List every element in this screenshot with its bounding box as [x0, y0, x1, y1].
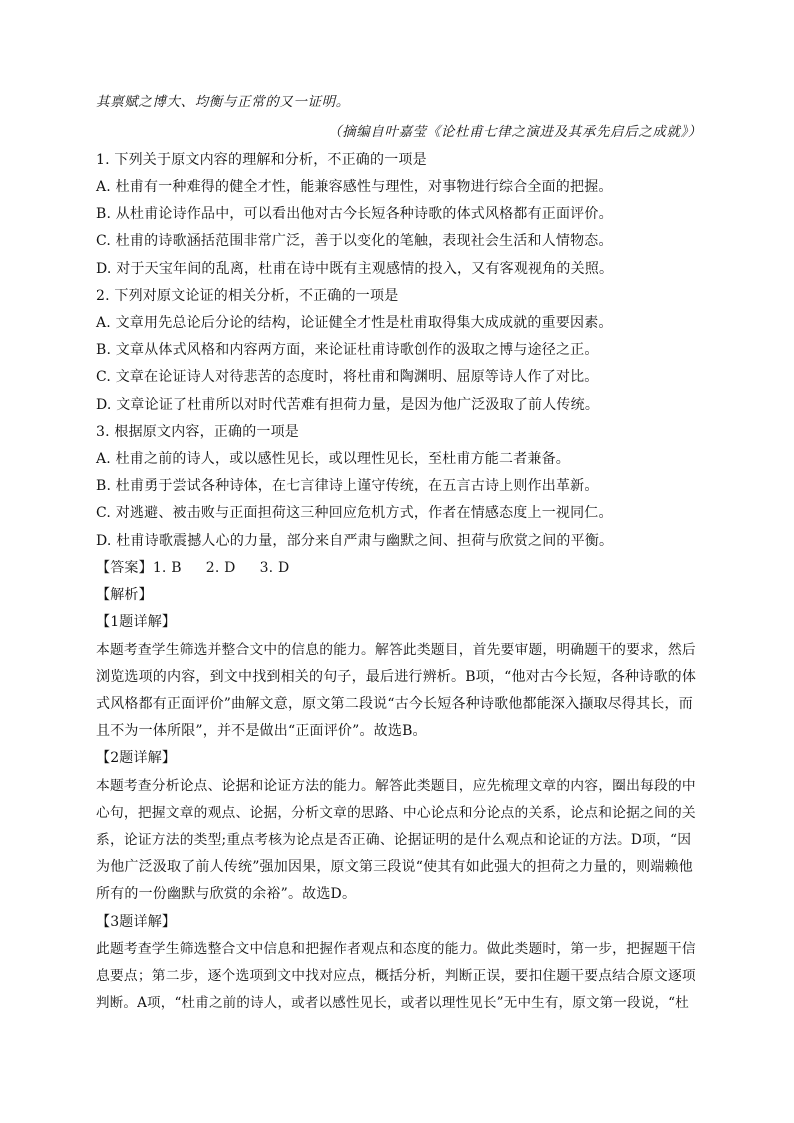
passage-source: （摘编自叶嘉莹《论杜甫七律之演进及其承先启后之成就》） [328, 124, 702, 140]
question-3-option-a: A. 杜甫之前的诗人，或以感性见长，或以理性见长，至杜甫方能二者兼备。 [96, 451, 571, 467]
analysis-1-title: 【1题详解】 [96, 614, 177, 630]
question-3-option-b: B. 杜甫勇于尝试各种诗体，在七言律诗上谨守传统，在五言古诗上则作出革新。 [96, 478, 599, 494]
question-2-option-b: B. 文章从体式风格和内容两方面，来论证杜甫诗歌创作的汲取之博与途径之正。 [96, 342, 599, 358]
question-2-stem: 2. 下列对原文论证的相关分析，不正确的一项是 [96, 288, 399, 304]
passage-last-line: 其禀赋之博大、均衡与正常的又一证明。 [96, 94, 350, 110]
analysis-2-line: 系，论证方法的类型;重点考核为论点是否正确、论据证明的是什么观点和论证的方法。D项，“因 [96, 832, 692, 848]
analysis-2-title: 【2题详解】 [96, 750, 177, 766]
analysis-2-line: 为他广泛汲取了前人传统”强加因果，原文第三段说“使其有如此强大的担荷之力量的，则端赖他 [96, 859, 693, 875]
answer-line [96, 558, 698, 578]
question-3-option-c: C. 对逃避、被击败与正面担荷这三种回应危机方式，作者在情感态度上一视同仁。 [96, 505, 613, 521]
analysis-2-line: 心句，把握文章的观点、论据，分析文章的思路、中心论点和分论点的关系，论点和论据之间的关 [96, 805, 696, 821]
question-3-option-d: D. 杜甫诗歌震撼人心的力量，部分来自严肃与幽默之间、担荷与欣赏之间的平衡。 [96, 533, 614, 549]
question-1-stem: 1. 下列关于原文内容的理解和分析，不正确的一项是 [96, 152, 427, 168]
analysis-1-line: 浏览选项的内容，到文中找到相关的句子，最后进行辨析。B项，“他对古今长短，各种诗歌的体 [96, 669, 697, 685]
answer-1: 1. B [152, 560, 182, 576]
analysis-3-line: 此题考查学生筛选整合文中信息和把握作者观点和态度的能力。做此类题时，第一步，把握题干信 [96, 941, 696, 957]
analysis-1-line: 本题考查学生筛选并整合文中的信息的能力。解答此类题目，首先要审题，明确题干的要求，然后 [96, 642, 696, 658]
question-3-stem: 3. 根据原文内容，正确的一项是 [96, 424, 300, 440]
analysis-1-line: 式风格都有正面评价”曲解文意，原文第二段说“古今长短各种诗歌他都能深入撷取尽得其长，而 [96, 696, 693, 712]
answer-2: 2. D [205, 560, 236, 576]
question-1-option-b: B. 从杜甫论诗作品中，可以看出他对古今长短各种诗歌的体式风格都有正面评价。 [96, 206, 613, 222]
analysis-label: 【解析】 [96, 587, 153, 603]
analysis-1-line: 且不为一体所限”，并不是做出“正面评价”。故选B。 [96, 723, 427, 739]
analysis-2-line: 本题考查分析论点、论据和论证方法的能力。解答此类题目，应先梳理文章的内容，圈出每段的中 [96, 778, 696, 794]
analysis-2-line: 所有的一份幽默与欣赏的余裕”。故选D。 [96, 886, 357, 902]
question-2-option-c: C. 文章在论证诗人对待悲苦的态度时，将杜甫和陶渊明、屈原等诗人作了对比。 [96, 369, 599, 385]
answer-3: 3. D [259, 560, 290, 576]
question-1-option-c: C. 杜甫的诗歌涵括范围非常广泛，善于以变化的笔触，表现社会生活和人情物态。 [96, 233, 613, 249]
question-2-option-a: A. 文章用先总论后分论的结构，论证健全才性是杜甫取得集大成成就的重要因素。 [96, 315, 613, 331]
analysis-3-line: 息要点；第二步，逐个选项到文中找对应点，概括分析，判断正误，要扣住题干要点结合原文逐项 [96, 968, 696, 984]
question-1-option-d: D. 对于天宝年间的乱离，杜甫在诗中既有主观感情的投入，又有客观视角的关照。 [96, 261, 614, 277]
analysis-3-title: 【3题详解】 [96, 914, 177, 930]
question-2-option-d: D. 文章论证了杜甫所以对时代苦难有担荷力量，是因为他广泛汲取了前人传统。 [96, 397, 600, 413]
analysis-3-line: 判断。A项，“杜甫之前的诗人，或者以感性见长，或者以理性见长”无中生有，原文第一段说，“杜 [96, 995, 689, 1011]
answer-label: 【答案】 [96, 560, 153, 576]
question-1-option-a: A. 杜甫有一种难得的健全才性，能兼容感性与理性，对事物进行综合全面的把握。 [96, 179, 613, 195]
